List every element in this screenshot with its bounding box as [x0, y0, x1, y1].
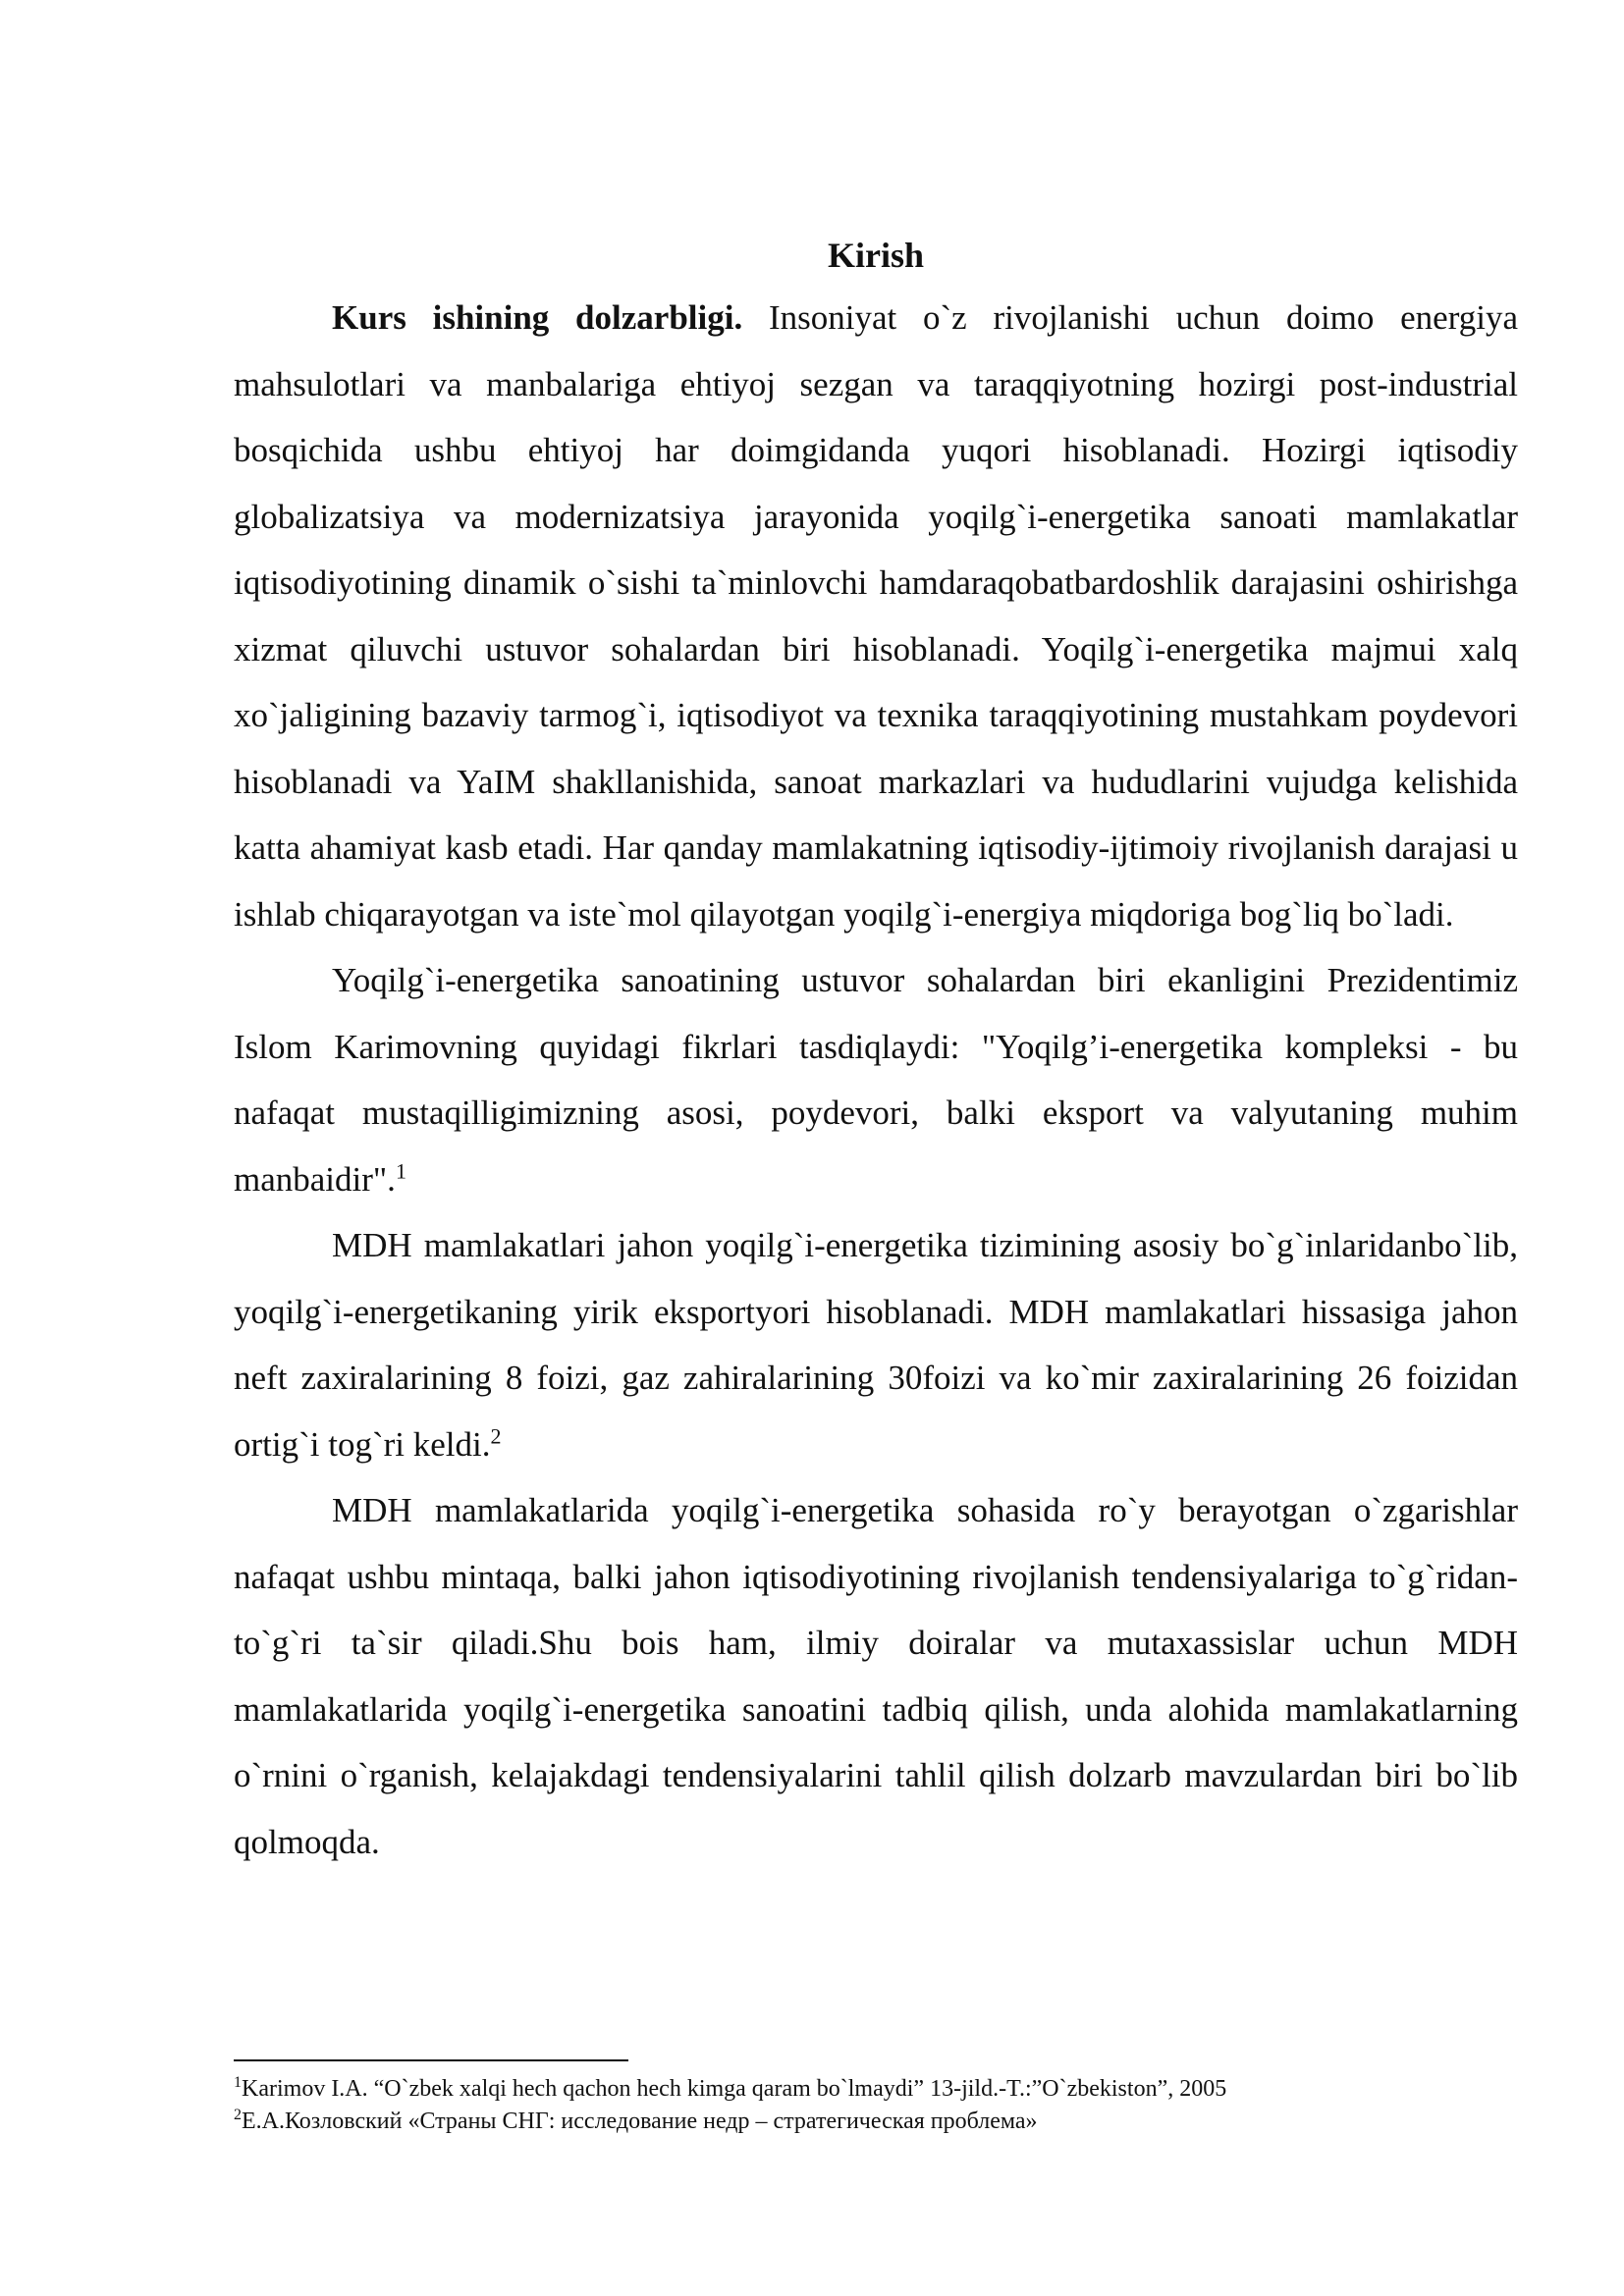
- footnote-text: Е.А.Козловский «Страны СНГ: исследование недр – стратегическая проблема»: [242, 2109, 1038, 2134]
- footnote-item: [234, 2106, 1518, 2138]
- footnote-text: Karimov I.A. “O`zbek xalqi hech qachon hech kimga qaram bo`lmaydi” 13-jild.-T.:”O`zbekiston”, 2005: [242, 2076, 1227, 2102]
- paragraph-president-quote: [234, 947, 1518, 1212]
- paragraph-text: Yoqilg`i-energetika sanoatining ustuvor sohalardan biri ekanligini Prezidentimiz Islom Karimovning quyidagi fikrlari tasdiqlaydi: "Yoqilg’i-energetika kompleksi - bu nafaqat mustaqilligimizning asosi, poydevori, balki eksport va valyutaning muhim manbaidir".: [234, 961, 1518, 1199]
- footnote-separator: [234, 2059, 628, 2061]
- footnote-number: 2: [234, 2107, 242, 2123]
- paragraph-lead: Kurs ishining dolzarbligi.: [332, 298, 743, 337]
- footnote-reference[interactable]: 2: [490, 1422, 502, 1448]
- paragraph-cis-reserves: [234, 1212, 1518, 1477]
- document-body: [234, 226, 1518, 1875]
- paragraph-relevance: [234, 285, 1518, 947]
- footnote-item: [234, 2073, 1518, 2106]
- footnote-reference[interactable]: 1: [395, 1157, 406, 1183]
- paragraph-text: Insoniyat o`z rivojlanishi uchun doimo energiya mahsulotlari va manbalariga ehtiyoj sezgan va taraqqiyotning hozirgi post-industrial bosqichida ushbu ehtiyoj har doimgidanda yuqori hisoblanadi. Hozirgi iqtisodiy globalizatsiya va modernizatsiya jarayonida yoqilg`i-energetika sanoati mamlakatlar iqtisodiyotining dinamik o`sishi ta`minlovchi hamdaraqobatbardoshlik darajasini oshirishga xizmat qiluvchi ustuvor sohalardan biri hisoblanadi. Yoqilg`i-energetika majmui xalq xo`jaligining bazaviy tarmog`i, iqtisodiyot va texnika taraqqiyotining mustahkam poydevori hisoblanadi va YaIM shakllanishida, sanoat markazlari va hududlarini vujudga kelishida katta ahamiyat kasb etadi. Har qanday mamlakatning iqtisodiy-ijtimoiy rivojlanish darajasi u ishlab chiqarayotgan va iste`mol qilayotgan yoqilg`i-energiya miqdoriga bog`liq bo`ladi.: [234, 298, 1519, 934]
- footnote-number: 1: [234, 2074, 242, 2091]
- paragraph-text: MDH mamlakatlarida yoqilg`i-energetika sohasida ro`y berayotgan o`zgarishlar nafaqat ushbu mintaqa, balki jahon iqtisodiyotining rivojlanish tendensiyalariga to`g`ridan-to`g`ri ta`sir qiladi.Shu bois ham, ilmiy doiralar va mutaxassislar uchun MDH mamlakatlarida yoqilg`i-energetika sanoatini tadbiq qilish, unda alohida mamlakatlarning o`rnini o`rganish, kelajakdagi tendensiyalarini tahlil qilish dolzarb mavzulardan biri bo`lib qolmoqda.: [234, 1491, 1518, 1861]
- paragraph-cis-changes: [234, 1477, 1518, 1875]
- page-title: Kirish: [827, 236, 924, 275]
- footnotes: [234, 2059, 1518, 2138]
- paragraph-text: MDH mamlakatlari jahon yoqilg`i-energetika tizimining asosiy bo`g`inlaridanbo`lib, yoqilg`i-energetikaning yirik eksportyori hisoblanadi. MDH mamlakatlari hissasiga jahon neft zaxiralarining 8 foizi, gaz zahiralarining 30foizi va ko`mir zaxiralarining 26 foizidan ortig`i tog`ri keldi.: [234, 1226, 1518, 1464]
